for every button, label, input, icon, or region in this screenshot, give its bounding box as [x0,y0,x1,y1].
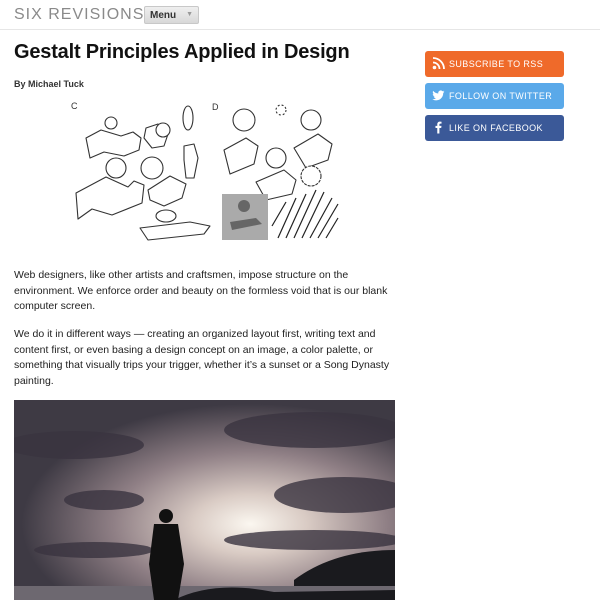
facebook-icon [432,121,445,134]
gestalt-figure [66,98,342,244]
like-facebook-label: LIKE ON FACEBOOK [449,123,543,133]
byline-prefix: By [14,79,26,89]
article-title: Gestalt Principles Applied in Design [14,41,350,63]
caret-down-icon: ▼ [186,11,193,18]
figure-label-d: D [212,102,219,112]
rss-icon [432,57,445,70]
paragraph-1: Web designers, like other artists and craftsmen, impose structure on the environment. We enforce order and beauty on the formless void that is our blank computer screen. [14,269,388,312]
sunset-photo [14,400,395,600]
site-logo[interactable]: SIX REVISIONS [14,6,145,23]
sunset-silhouette-image [14,400,395,600]
paragraph-2: We do it in different ways — creating an organized layout first, writing text and content first, or even basing a design concept on an image, a color palette, or something that visually trips your trigger, whether it’s a sunset or a Song Dynasty painting. [14,328,390,387]
menu-button-label: Menu [150,10,177,21]
twitter-icon [432,89,445,102]
subscribe-rss-button[interactable] [425,51,564,77]
subscribe-rss-label: SUBSCRIBE TO RSS [449,59,544,69]
menu-button[interactable] [144,6,199,24]
author-link[interactable]: Michael Tuck [28,79,84,89]
byline [14,79,84,89]
like-facebook-button[interactable] [425,115,564,141]
gestalt-illustration [66,98,342,244]
top-bar [0,0,600,30]
follow-twitter-label: FOLLOW ON TWITTER [449,91,553,101]
figure-label-c: C [71,101,78,111]
follow-twitter-button[interactable] [425,83,564,109]
